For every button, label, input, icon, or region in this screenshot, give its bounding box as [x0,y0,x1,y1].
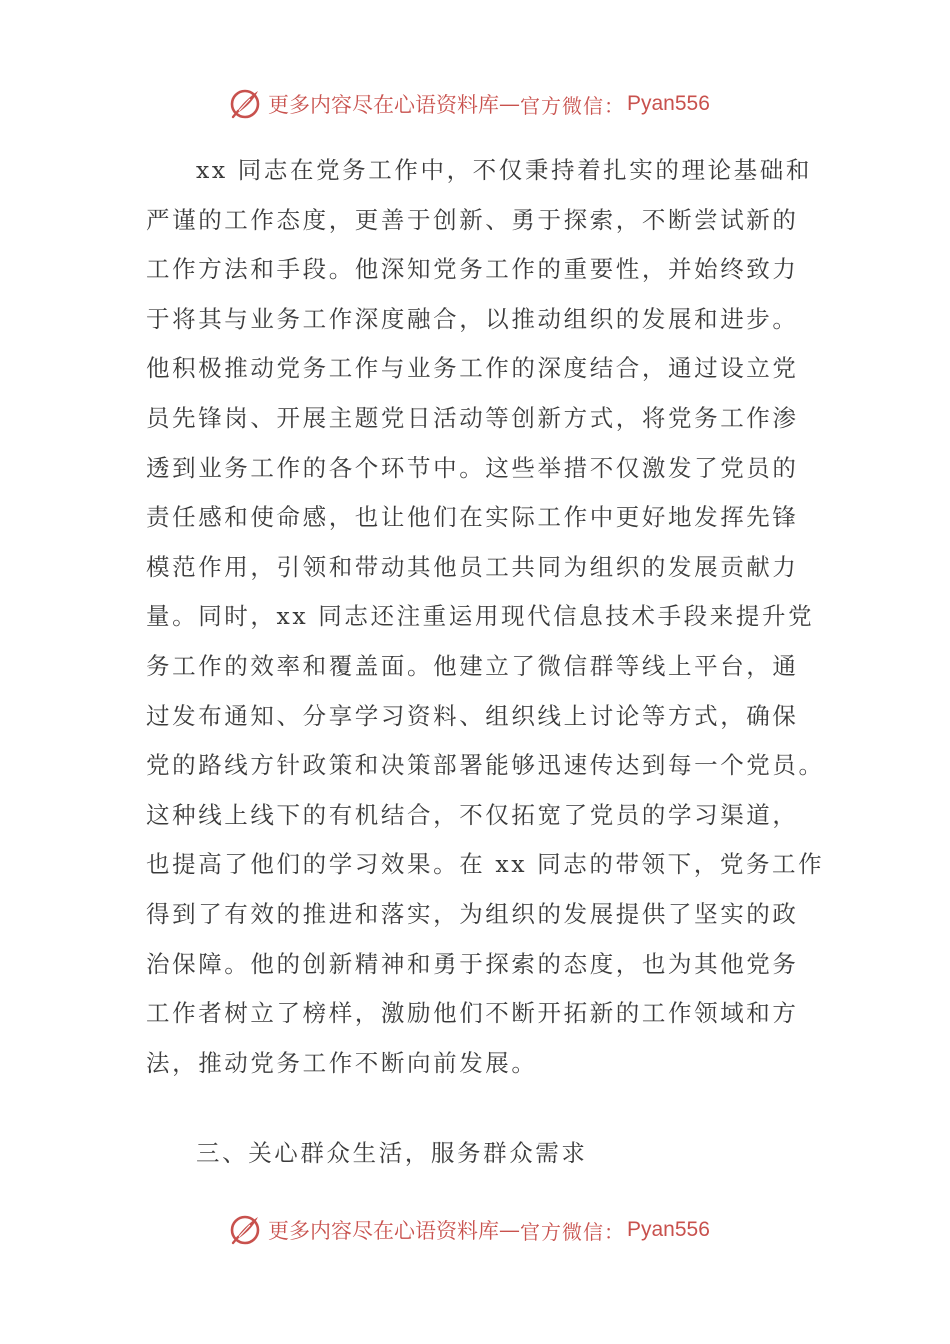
paragraph-line: 务工作的效率和覆盖面。他建立了微信群等线上平台，通 [146,651,799,680]
paragraph-line: 模范作用，引领和带动其他员工共同为组织的发展贡献力 [146,552,799,581]
quill-pen-logo-icon [228,1213,262,1247]
paragraph-line: xx 同志在党务工作中，不仅秉持着扎实的理论基础和 [196,156,812,184]
banner-separator: — [499,92,520,116]
paragraph-line: 这种线上线下的有机结合，不仅拓宽了党员的学习渠道， [146,800,799,829]
paragraph-line: 透到业务工作的各个环节中。这些举措不仅激发了党员的 [146,453,799,482]
paragraph-line: 法，推动党务工作不断向前发展。 [146,1048,538,1077]
paragraph-line: 他积极推动党务工作与业务工作的深度结合，通过设立党 [146,354,799,383]
header-banner [228,84,710,124]
quill-pen-logo-icon [228,87,262,121]
paragraph-line: 责任感和使命感，也让他们在实际工作中更好地发挥先锋 [146,503,799,532]
paragraph-line: 党的路线方针政策和决策部署能够迅速传达到每一个党员。 [146,751,825,780]
paragraph-line: 治保障。他的创新精神和勇于探索的态度，也为其他党务 [146,949,799,978]
paragraph-line: 员先锋岗、开展主题党日活动等创新方式，将党务工作渗 [146,403,799,432]
paragraph-line: 量。同时，xx 同志还注重运用现代信息技术手段来提升党 [146,602,815,631]
paragraph-line: 工作方法和手段。他深知党务工作的重要性，并始终致力 [146,255,799,284]
paragraph-line: 严谨的工作态度，更善于创新、勇于探索，不断尝试新的 [146,205,799,234]
banner-wechat-id: Pyan556 [627,1218,710,1241]
section-heading: 三、关心群众生活，服务群众需求 [196,1139,588,1167]
paragraph-line: 过发布通知、分享学习资料、组织线上讨论等方式，确保 [146,701,799,730]
banner-brand-text: 更多内容尽在心语资料库 [268,1219,499,1243]
footer-banner [228,1210,710,1250]
banner-official-label: 官方微信： [520,93,625,118]
paragraph-line: 工作者树立了榜样，激励他们不断开拓新的工作领域和方 [146,999,799,1028]
banner-official-label: 官方微信： [520,1219,625,1244]
banner-brand-text: 更多内容尽在心语资料库 [268,93,499,117]
paragraph-line: 于将其与业务工作深度融合，以推动组织的发展和进步。 [146,304,799,333]
body-paragraph [146,146,825,1088]
paragraph-line: 得到了有效的推进和落实，为组织的发展提供了坚实的政 [146,899,799,928]
banner-wechat-id: Pyan556 [627,92,710,115]
banner-separator: — [499,1218,520,1242]
paragraph-line: 也提高了他们的学习效果。在 xx 同志的带领下，党务工作 [146,850,825,879]
